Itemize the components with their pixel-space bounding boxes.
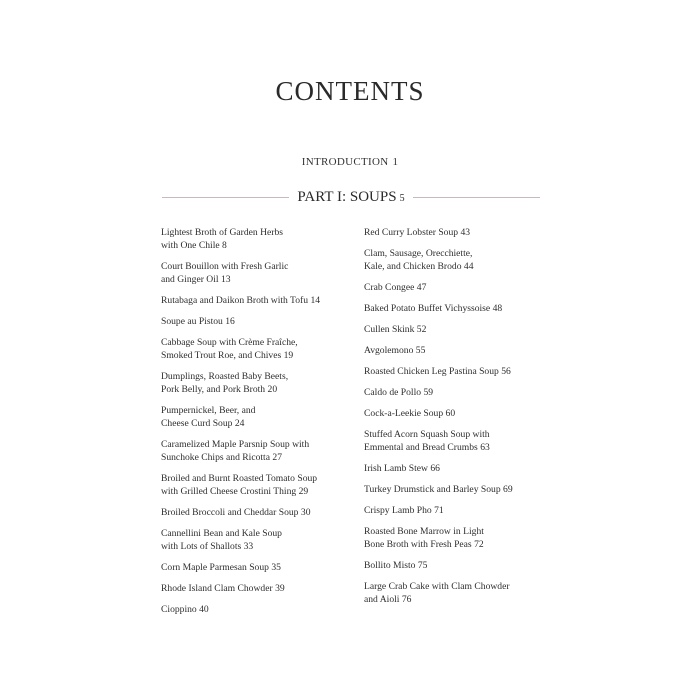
entry-title: Rhode Island Clam Chowder (161, 583, 273, 594)
part-title: PART I: SOUPS (297, 188, 397, 205)
entry-page-number: 16 (225, 316, 235, 327)
entry-page-number: 30 (300, 507, 311, 518)
toc-entry (364, 580, 544, 606)
entry-title: Cock-a-Leekie Soup (364, 408, 444, 419)
toc-entry (161, 315, 341, 328)
entry-page-number: 60 (445, 408, 456, 419)
entry-page-number: 63 (480, 442, 490, 453)
toc-entry (364, 483, 544, 496)
entry-title: Turkey Drumstick and Barley Soup (364, 484, 501, 495)
entry-page-number: 48 (492, 303, 503, 314)
toc-entry (161, 404, 341, 430)
toc-entry (364, 462, 544, 475)
entry-page-number: 43 (460, 227, 471, 238)
part-heading-row (162, 186, 540, 208)
toc-entry (161, 336, 341, 362)
toc-entry (161, 527, 341, 553)
entry-page-number: 55 (415, 345, 426, 356)
entry-title: Caldo de Pollo (364, 387, 422, 398)
page-title: CONTENTS (275, 76, 425, 106)
entry-page-number: 72 (474, 539, 484, 550)
toc-entry (161, 438, 341, 464)
toc-entry (364, 504, 544, 517)
toc-entry (161, 506, 341, 519)
introduction-entry (0, 156, 700, 168)
toc-entry (364, 226, 544, 239)
introduction-label: INTRODUCTION (301, 156, 389, 168)
entry-title: Lightest Broth of Garden Herbs with One Chile (161, 227, 284, 251)
toc-entry (364, 428, 544, 454)
entry-title: Roasted Chicken Leg Pastina Soup (364, 366, 499, 377)
entry-page-number: 76 (401, 594, 412, 605)
entry-page-number: 66 (430, 463, 440, 474)
left-divider-rule (162, 197, 289, 198)
entry-page-number: 39 (275, 583, 285, 594)
entry-title: Pumpernickel, Beer, and Cheese Curd Soup (161, 405, 256, 429)
entry-title: Cabbage Soup with Crème Fraîche, Smoked Trout Roe, and Chives (161, 337, 298, 361)
toc-entry (364, 302, 544, 315)
entry-title: Large Crab Cake with Clam Chowder and Aioli (364, 581, 510, 605)
toc-entry (161, 472, 341, 498)
toc-entry (364, 559, 544, 572)
entry-page-number: 20 (267, 384, 278, 395)
entry-page-number: 59 (423, 387, 434, 398)
entry-page-number: 14 (310, 295, 321, 306)
toc-entry (364, 247, 544, 273)
entry-title: Irish Lamb Stew (364, 463, 428, 474)
left-column (161, 226, 341, 624)
entry-page-number: 13 (220, 274, 231, 285)
entry-title: Broiled Broccoli and Cheddar Soup (161, 507, 299, 518)
entry-title: Cannellini Bean and Kale Soup with Lots of Shallots (161, 528, 282, 552)
toc-entry (161, 370, 341, 396)
right-column (364, 226, 544, 614)
entry-title: Corn Maple Parmesan Soup (161, 562, 269, 573)
entry-page-number: 69 (503, 484, 513, 495)
entry-title: Avgolemono (364, 345, 414, 356)
toc-entry (364, 525, 544, 551)
entry-title: Dumplings, Roasted Baby Beets, Pork Belly, and Pork Broth (161, 371, 289, 395)
entry-page-number: 8 (222, 240, 227, 251)
toc-entry (364, 323, 544, 336)
toc-entry (161, 294, 341, 307)
toc-entry (364, 386, 544, 399)
toc-entry (161, 603, 341, 616)
entry-page-number: 24 (234, 418, 245, 429)
entry-title: Caramelized Maple Parsnip Soup with Sunchoke Chips and Ricotta (161, 439, 310, 463)
entry-title: Cioppino (161, 604, 197, 615)
toc-entry (364, 344, 544, 357)
toc-entry (364, 407, 544, 420)
entry-page-number: 71 (434, 505, 444, 516)
entry-page-number: 33 (243, 541, 254, 552)
entry-title: Cullen Skink (364, 324, 415, 335)
toc-entry (161, 582, 341, 595)
introduction-page-number: 1 (392, 156, 399, 168)
entry-page-number: 75 (417, 560, 428, 571)
toc-entry (161, 561, 341, 574)
entry-page-number: 29 (298, 486, 309, 497)
entry-title: Broiled and Burnt Roasted Tomato Soup with Grilled Cheese Crostini Thing (161, 473, 318, 497)
entry-title: Clam, Sausage, Orecchiette, Kale, and Chicken Brodo (364, 248, 473, 272)
entry-page-number: 19 (283, 350, 294, 361)
right-divider-rule (413, 197, 540, 198)
toc-entry (364, 281, 544, 294)
part-heading (289, 189, 412, 206)
entry-page-number: 56 (501, 366, 511, 377)
part-page-number: 5 (399, 192, 405, 204)
entry-page-number: 44 (463, 261, 474, 272)
entry-title: Court Bouillon with Fresh Garlic and Ginger Oil (161, 261, 289, 285)
entry-title: Red Curry Lobster Soup (364, 227, 459, 238)
entry-title: Bollito Misto (364, 560, 416, 571)
entry-title: Soupe au Pistou (161, 316, 223, 327)
entry-title: Crispy Lamb Pho (364, 505, 432, 516)
toc-entry (364, 365, 544, 378)
entry-page-number: 52 (416, 324, 427, 335)
entry-page-number: 40 (199, 604, 209, 615)
entry-title: Rutabaga and Daikon Broth with Tofu (161, 295, 309, 306)
entry-title: Roasted Bone Marrow in Light Bone Broth with Fresh Peas (364, 526, 484, 550)
entry-title: Crab Congee (364, 282, 415, 293)
toc-entry (161, 260, 341, 286)
entry-title: Baked Potato Buffet Vichyssoise (364, 303, 491, 314)
entry-title: Stuffed Acorn Squash Soup with Emmental and Bread Crumbs (364, 429, 490, 453)
entry-page-number: 27 (272, 452, 282, 463)
toc-entry (161, 226, 341, 252)
entry-page-number: 47 (416, 282, 427, 293)
entry-page-number: 35 (271, 562, 281, 573)
